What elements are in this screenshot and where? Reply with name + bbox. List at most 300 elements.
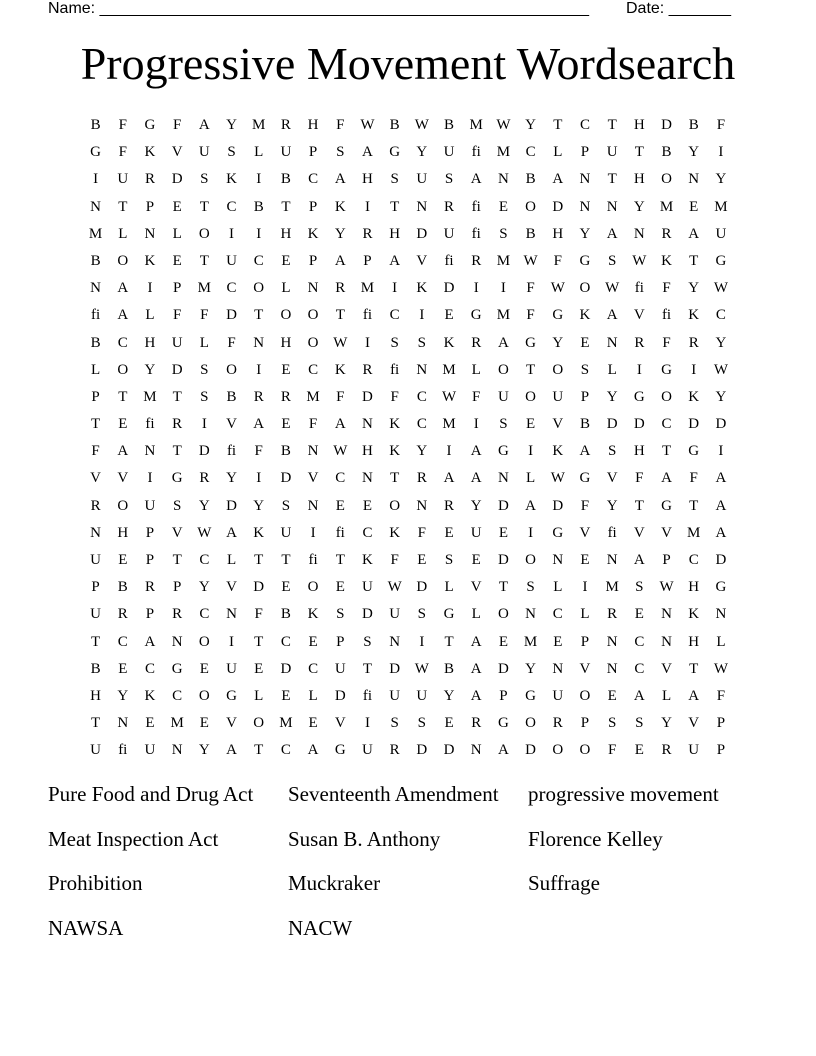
grid-letter: M xyxy=(496,144,511,161)
grid-letter: F xyxy=(635,470,644,487)
grid-letter: M xyxy=(659,198,674,215)
grid-letter: A xyxy=(144,633,156,650)
grid-letter: C xyxy=(715,307,726,324)
grid-letter: C xyxy=(416,416,427,433)
grid-letter: U xyxy=(389,606,401,623)
grid-letter: W xyxy=(197,524,212,541)
grid-letter: R xyxy=(90,497,101,514)
grid-letter: S xyxy=(200,388,209,405)
grid-letter: O xyxy=(307,579,319,596)
grid-letter: E xyxy=(172,198,182,215)
grid-letter: O xyxy=(307,307,319,324)
grid-letter: N xyxy=(416,198,428,215)
grid-letter: T xyxy=(118,388,128,405)
grid-letter: A xyxy=(470,443,482,460)
grid-letter: A xyxy=(497,742,509,759)
grid-letter: B xyxy=(253,198,264,215)
grid-letter: E xyxy=(199,660,209,677)
grid-letter: M xyxy=(442,416,456,433)
grid-letter: K xyxy=(334,198,346,215)
grid-letter: L xyxy=(607,361,617,378)
grid-letter: V xyxy=(470,579,482,596)
grid-letter: U xyxy=(552,687,564,704)
grid-letter: P xyxy=(145,552,155,568)
grid-letter: B xyxy=(579,416,590,433)
grid-letter: V xyxy=(226,416,237,433)
grid-letter: L xyxy=(553,144,563,161)
grid-letter: O xyxy=(579,687,591,704)
grid-letter: D xyxy=(362,388,373,405)
grid-letter: F xyxy=(390,552,399,568)
grid-letter: N xyxy=(144,225,156,242)
grid-letter: B xyxy=(90,334,101,351)
grid-letter: R xyxy=(362,225,373,242)
grid-letter: U xyxy=(606,144,618,161)
grid-letter: E xyxy=(254,660,264,677)
grid-letter: O xyxy=(552,361,564,378)
grid-letter: F xyxy=(417,524,427,541)
grid-letter: L xyxy=(308,687,318,704)
grid-letter: Y xyxy=(525,117,537,133)
grid-letter: L xyxy=(118,225,128,242)
grid-letter: I xyxy=(718,144,724,161)
grid-letter: P xyxy=(308,252,318,269)
grid-letter: L xyxy=(145,307,155,324)
grid-letter: B xyxy=(280,443,291,460)
grid-letter: K xyxy=(389,524,401,541)
grid-letter: O xyxy=(497,361,509,378)
grid-letter: G xyxy=(715,579,727,596)
grid-letter: P xyxy=(662,552,671,568)
grid-letter: N xyxy=(661,633,672,650)
grid-letter: F xyxy=(390,388,399,405)
grid-letter: U xyxy=(416,687,428,704)
grid-letter: W xyxy=(713,361,728,378)
grid-letter: W xyxy=(360,117,375,133)
grid-letter: U xyxy=(715,225,727,242)
grid-letter: F xyxy=(91,443,100,460)
grid-letter: M xyxy=(360,280,375,297)
grid-letter: M xyxy=(252,117,266,133)
grid-letter: S xyxy=(635,579,644,596)
grid-letter: P xyxy=(499,687,508,704)
grid-letter: I xyxy=(364,334,370,351)
grid-letter: N xyxy=(552,660,564,677)
grid-letter: K xyxy=(443,334,455,351)
grid-letter: H xyxy=(362,171,373,188)
grid-letter: O xyxy=(226,361,237,378)
grid-letter: H xyxy=(117,524,129,541)
grid-letter: L xyxy=(661,687,672,704)
grid-letter: C xyxy=(634,660,645,677)
grid-letter: B xyxy=(90,252,101,269)
grid-letter: O xyxy=(307,334,319,351)
grid-letter: H xyxy=(144,334,156,351)
grid-letter: A xyxy=(688,225,700,242)
grid-letter: D xyxy=(171,361,183,378)
grid-letter: S xyxy=(607,252,617,269)
grid-letter: P xyxy=(336,633,345,650)
grid-letter: A xyxy=(334,171,346,188)
grid-letter: I xyxy=(446,443,452,460)
grid-letter: T xyxy=(526,361,536,378)
grid-letter: E xyxy=(580,334,590,351)
grid-letter: T xyxy=(254,552,264,568)
grid-letter: A xyxy=(688,687,700,704)
grid-letter: M xyxy=(496,307,511,324)
grid-letter: A xyxy=(715,524,727,541)
grid-letter: A xyxy=(470,687,482,704)
grid-letter: N xyxy=(389,633,401,650)
grid-letter: Y xyxy=(416,443,428,460)
grid-letter: I xyxy=(201,416,207,433)
grid-letter: I xyxy=(147,280,153,297)
grid-letter: E xyxy=(118,552,128,568)
grid-letter: T xyxy=(607,171,617,188)
grid-letter: N xyxy=(90,198,102,215)
grid-letter: E xyxy=(553,633,563,650)
grid-letter: N xyxy=(307,497,319,514)
grid-letter: G xyxy=(171,470,183,487)
grid-letter: N xyxy=(307,443,319,460)
grid-letter: U xyxy=(443,225,455,242)
grid-letter: C xyxy=(117,334,128,351)
grid-letter: O xyxy=(117,497,129,514)
grid-letter: fi xyxy=(91,307,101,324)
grid-letter: V xyxy=(171,144,183,161)
grid-letter: G xyxy=(470,307,482,324)
grid-letter: K xyxy=(334,361,346,378)
grid-letter: G xyxy=(525,687,537,704)
grid-letter: R xyxy=(471,715,482,732)
grid-letter: I xyxy=(528,443,534,460)
grid-letter: A xyxy=(606,225,618,242)
grid-letter: M xyxy=(143,388,157,405)
grid-letter: K xyxy=(688,307,700,324)
grid-letter: I xyxy=(93,171,99,188)
grid-letter: S xyxy=(526,579,535,596)
grid-letter: U xyxy=(362,742,373,759)
grid-letter: R xyxy=(471,252,482,269)
grid-letter: L xyxy=(580,606,590,623)
grid-letter: M xyxy=(88,225,103,242)
grid-letter: G xyxy=(334,742,346,759)
grid-letter: B xyxy=(525,225,536,242)
grid-letter: fi xyxy=(607,524,617,541)
grid-letter: N xyxy=(633,225,645,242)
grid-letter: I xyxy=(473,416,479,433)
grid-letter: M xyxy=(306,388,320,405)
grid-letter: R xyxy=(471,334,482,351)
grid-letter: R xyxy=(172,606,183,623)
word-list-item: Meat Inspection Act xyxy=(48,826,219,851)
grid-letter: F xyxy=(118,117,127,133)
grid-letter: T xyxy=(199,198,209,215)
grid-letter: O xyxy=(117,361,129,378)
grid-letter: P xyxy=(145,524,155,541)
grid-letter: E xyxy=(471,552,481,568)
grid-letter: Y xyxy=(715,334,727,351)
grid-letter: W xyxy=(605,280,620,297)
grid-letter: I xyxy=(500,280,506,297)
grid-letter: N xyxy=(362,416,373,433)
grid-letter: K xyxy=(144,144,156,161)
grid-letter: F xyxy=(254,443,263,460)
grid-letter: I xyxy=(691,361,697,378)
grid-letter: P xyxy=(716,715,726,732)
grid-letter: B xyxy=(661,144,672,161)
grid-letter: F xyxy=(526,307,535,324)
grid-letter: E xyxy=(335,497,345,514)
grid-letter: M xyxy=(605,579,619,596)
grid-letter: N xyxy=(90,280,102,297)
grid-letter: H xyxy=(688,579,700,596)
grid-letter: U xyxy=(90,742,102,759)
grid-letter: N xyxy=(253,334,265,351)
grid-letter: I xyxy=(256,470,262,487)
grid-letter: I xyxy=(256,361,262,378)
grid-letter: C xyxy=(335,470,346,487)
grid-letter: T xyxy=(91,715,101,732)
grid-letter: C xyxy=(280,633,291,650)
grid-letter: E xyxy=(281,252,291,269)
grid-letter: T xyxy=(362,660,373,677)
grid-letter: O xyxy=(253,715,265,732)
grid-letter: I xyxy=(473,280,479,297)
grid-letter: I xyxy=(419,633,425,650)
grid-letter: P xyxy=(580,144,590,161)
grid-letter: I xyxy=(229,633,235,650)
grid-letter: A xyxy=(226,742,237,759)
grid-letter: U xyxy=(198,144,210,161)
grid-letter: M xyxy=(523,633,538,650)
grid-letter: I xyxy=(364,715,370,732)
grid-letter: S xyxy=(390,171,399,188)
grid-letter: U xyxy=(334,660,346,677)
grid-letter: N xyxy=(307,280,319,297)
wordsearch-grid xyxy=(82,113,735,766)
grid-letter: R xyxy=(607,606,618,623)
grid-letter: K xyxy=(389,443,401,460)
grid-letter: B xyxy=(280,606,291,623)
grid-letter: N xyxy=(497,470,509,487)
grid-letter: C xyxy=(280,742,291,759)
grid-letter: U xyxy=(389,687,401,704)
grid-letter: N xyxy=(661,606,672,623)
grid-letter: R xyxy=(444,497,455,514)
grid-letter: F xyxy=(526,280,535,297)
grid-letter: R xyxy=(661,225,672,242)
grid-letter: G xyxy=(443,606,455,623)
grid-letter: S xyxy=(390,715,399,732)
grid-letter: M xyxy=(170,715,184,732)
grid-letter: E xyxy=(634,606,644,623)
grid-letter: W xyxy=(441,388,457,405)
grid-letter: K xyxy=(253,524,265,541)
grid-letter: D xyxy=(552,497,564,514)
grid-letter: Y xyxy=(715,171,727,188)
grid-letter: H xyxy=(280,334,292,351)
grid-letter: E xyxy=(335,579,345,596)
grid-letter: W xyxy=(523,252,538,269)
grid-letter: fi xyxy=(362,307,373,324)
grid-letter: F xyxy=(172,117,182,133)
grid-letter: fi xyxy=(471,198,481,215)
grid-letter: L xyxy=(281,280,291,297)
grid-letter: Y xyxy=(525,660,537,677)
grid-letter: H xyxy=(307,117,319,133)
grid-letter: C xyxy=(308,171,319,188)
grid-letter: F xyxy=(472,388,481,405)
grid-letter: K xyxy=(552,443,564,460)
grid-letter: N xyxy=(579,198,591,215)
grid-letter: D xyxy=(688,416,700,433)
grid-letter: I xyxy=(147,470,153,487)
grid-letter: B xyxy=(90,660,101,677)
grid-letter: C xyxy=(308,361,319,378)
grid-letter: T xyxy=(390,198,400,215)
grid-letter: E xyxy=(444,715,454,732)
grid-letter: U xyxy=(416,171,428,188)
grid-letter: fi xyxy=(335,524,345,541)
grid-letter: N xyxy=(606,198,618,215)
grid-letter: E xyxy=(444,524,454,541)
grid-letter: F xyxy=(716,687,726,704)
grid-letter: I xyxy=(636,361,642,378)
grid-letter: P xyxy=(580,388,590,405)
grid-letter: D xyxy=(334,687,346,704)
grid-letter: N xyxy=(606,660,618,677)
grid-letter: N xyxy=(579,171,591,188)
grid-letter: G xyxy=(688,443,700,460)
grid-letter: G xyxy=(497,443,509,460)
grid-letter: H xyxy=(633,171,645,188)
grid-letter: W xyxy=(550,280,565,297)
grid-letter: A xyxy=(443,470,455,487)
grid-letter: I xyxy=(310,524,316,541)
grid-letter: F xyxy=(580,497,590,514)
grid-letter: V xyxy=(688,715,700,732)
grid-letter: A xyxy=(117,443,129,460)
grid-letter: T xyxy=(607,117,617,133)
grid-letter: P xyxy=(363,252,372,269)
grid-letter: C xyxy=(688,552,699,568)
grid-letter: U xyxy=(443,144,455,161)
grid-letter: C xyxy=(579,117,590,133)
word-list-item: Muckraker xyxy=(288,871,381,895)
grid-letter: S xyxy=(336,606,345,623)
grid-letter: I xyxy=(229,225,235,242)
grid-letter: C xyxy=(226,198,237,215)
grid-letter: I xyxy=(364,198,370,215)
grid-letter: F xyxy=(254,606,263,623)
grid-letter: S xyxy=(635,715,644,732)
grid-letter: K xyxy=(416,280,428,297)
grid-letter: L xyxy=(716,633,726,650)
grid-letter: R xyxy=(172,416,183,433)
grid-letter: R xyxy=(253,388,264,405)
page-title: Progressive Movement Wordsearch xyxy=(80,38,736,89)
grid-letter: D xyxy=(606,416,618,433)
grid-letter: L xyxy=(471,361,481,378)
grid-letter: D xyxy=(280,660,292,677)
grid-letter: T xyxy=(281,552,291,568)
grid-letter: O xyxy=(280,307,292,324)
grid-letter: L xyxy=(254,144,264,161)
grid-letter: N xyxy=(144,443,156,460)
grid-letter: C xyxy=(226,280,237,297)
grid-letter: C xyxy=(199,606,210,623)
grid-letter: U xyxy=(497,388,509,405)
grid-letter: D xyxy=(497,497,509,514)
grid-letter: S xyxy=(417,334,427,351)
grid-letter: E xyxy=(689,198,699,215)
grid-letter: N xyxy=(171,633,183,650)
grid-letter: E xyxy=(444,307,454,324)
grid-letter: D xyxy=(416,225,428,242)
grid-letter: I xyxy=(528,524,534,541)
grid-letter: U xyxy=(280,524,292,541)
grid-letter: I xyxy=(256,225,262,242)
grid-letter: T xyxy=(634,497,644,514)
grid-letter: F xyxy=(200,307,209,324)
worksheet-header xyxy=(48,0,748,22)
grid-letter: E xyxy=(281,579,291,596)
grid-letter: H xyxy=(362,443,373,460)
grid-letter: L xyxy=(199,334,209,351)
grid-letter: K xyxy=(389,416,401,433)
grid-letter: D xyxy=(552,198,564,215)
grid-letter: D xyxy=(525,742,537,759)
grid-letter: C xyxy=(552,606,563,623)
grid-letter: fi xyxy=(118,742,128,759)
grid-letter: W xyxy=(632,252,647,269)
grid-letter: P xyxy=(716,742,726,759)
grid-letter: E xyxy=(634,742,644,759)
grid-letter: I xyxy=(392,280,398,297)
grid-letter: P xyxy=(91,579,100,596)
grid-letter: R xyxy=(280,388,291,405)
grid-letter: F xyxy=(689,470,698,487)
grid-letter: S xyxy=(200,171,209,188)
grid-letter: A xyxy=(525,497,537,514)
grid-letter: W xyxy=(659,579,674,596)
grid-letter: K xyxy=(362,552,373,568)
grid-letter: T xyxy=(689,252,699,269)
grid-letter: A xyxy=(661,470,672,487)
grid-letter: E xyxy=(199,715,209,732)
grid-letter: fi xyxy=(390,361,400,378)
grid-letter: S xyxy=(172,497,182,514)
grid-letter: A xyxy=(715,470,727,487)
word-list-item: Florence Kelley xyxy=(528,826,663,851)
grid-letter: F xyxy=(716,117,726,133)
grid-letter: G xyxy=(633,388,645,405)
grid-letter: V xyxy=(117,470,129,487)
grid-letter: E xyxy=(281,361,291,378)
grid-letter: M xyxy=(687,524,701,541)
grid-letter: C xyxy=(389,307,400,324)
grid-letter: T xyxy=(91,633,101,650)
grid-letter: G xyxy=(497,715,509,732)
grid-letter: P xyxy=(308,198,318,215)
grid-letter: W xyxy=(496,117,511,133)
grid-letter: D xyxy=(497,552,509,568)
grid-letter: V xyxy=(579,660,591,677)
grid-letter: V xyxy=(171,524,183,541)
grid-letter: A xyxy=(552,171,564,188)
grid-letter: V xyxy=(579,524,591,541)
